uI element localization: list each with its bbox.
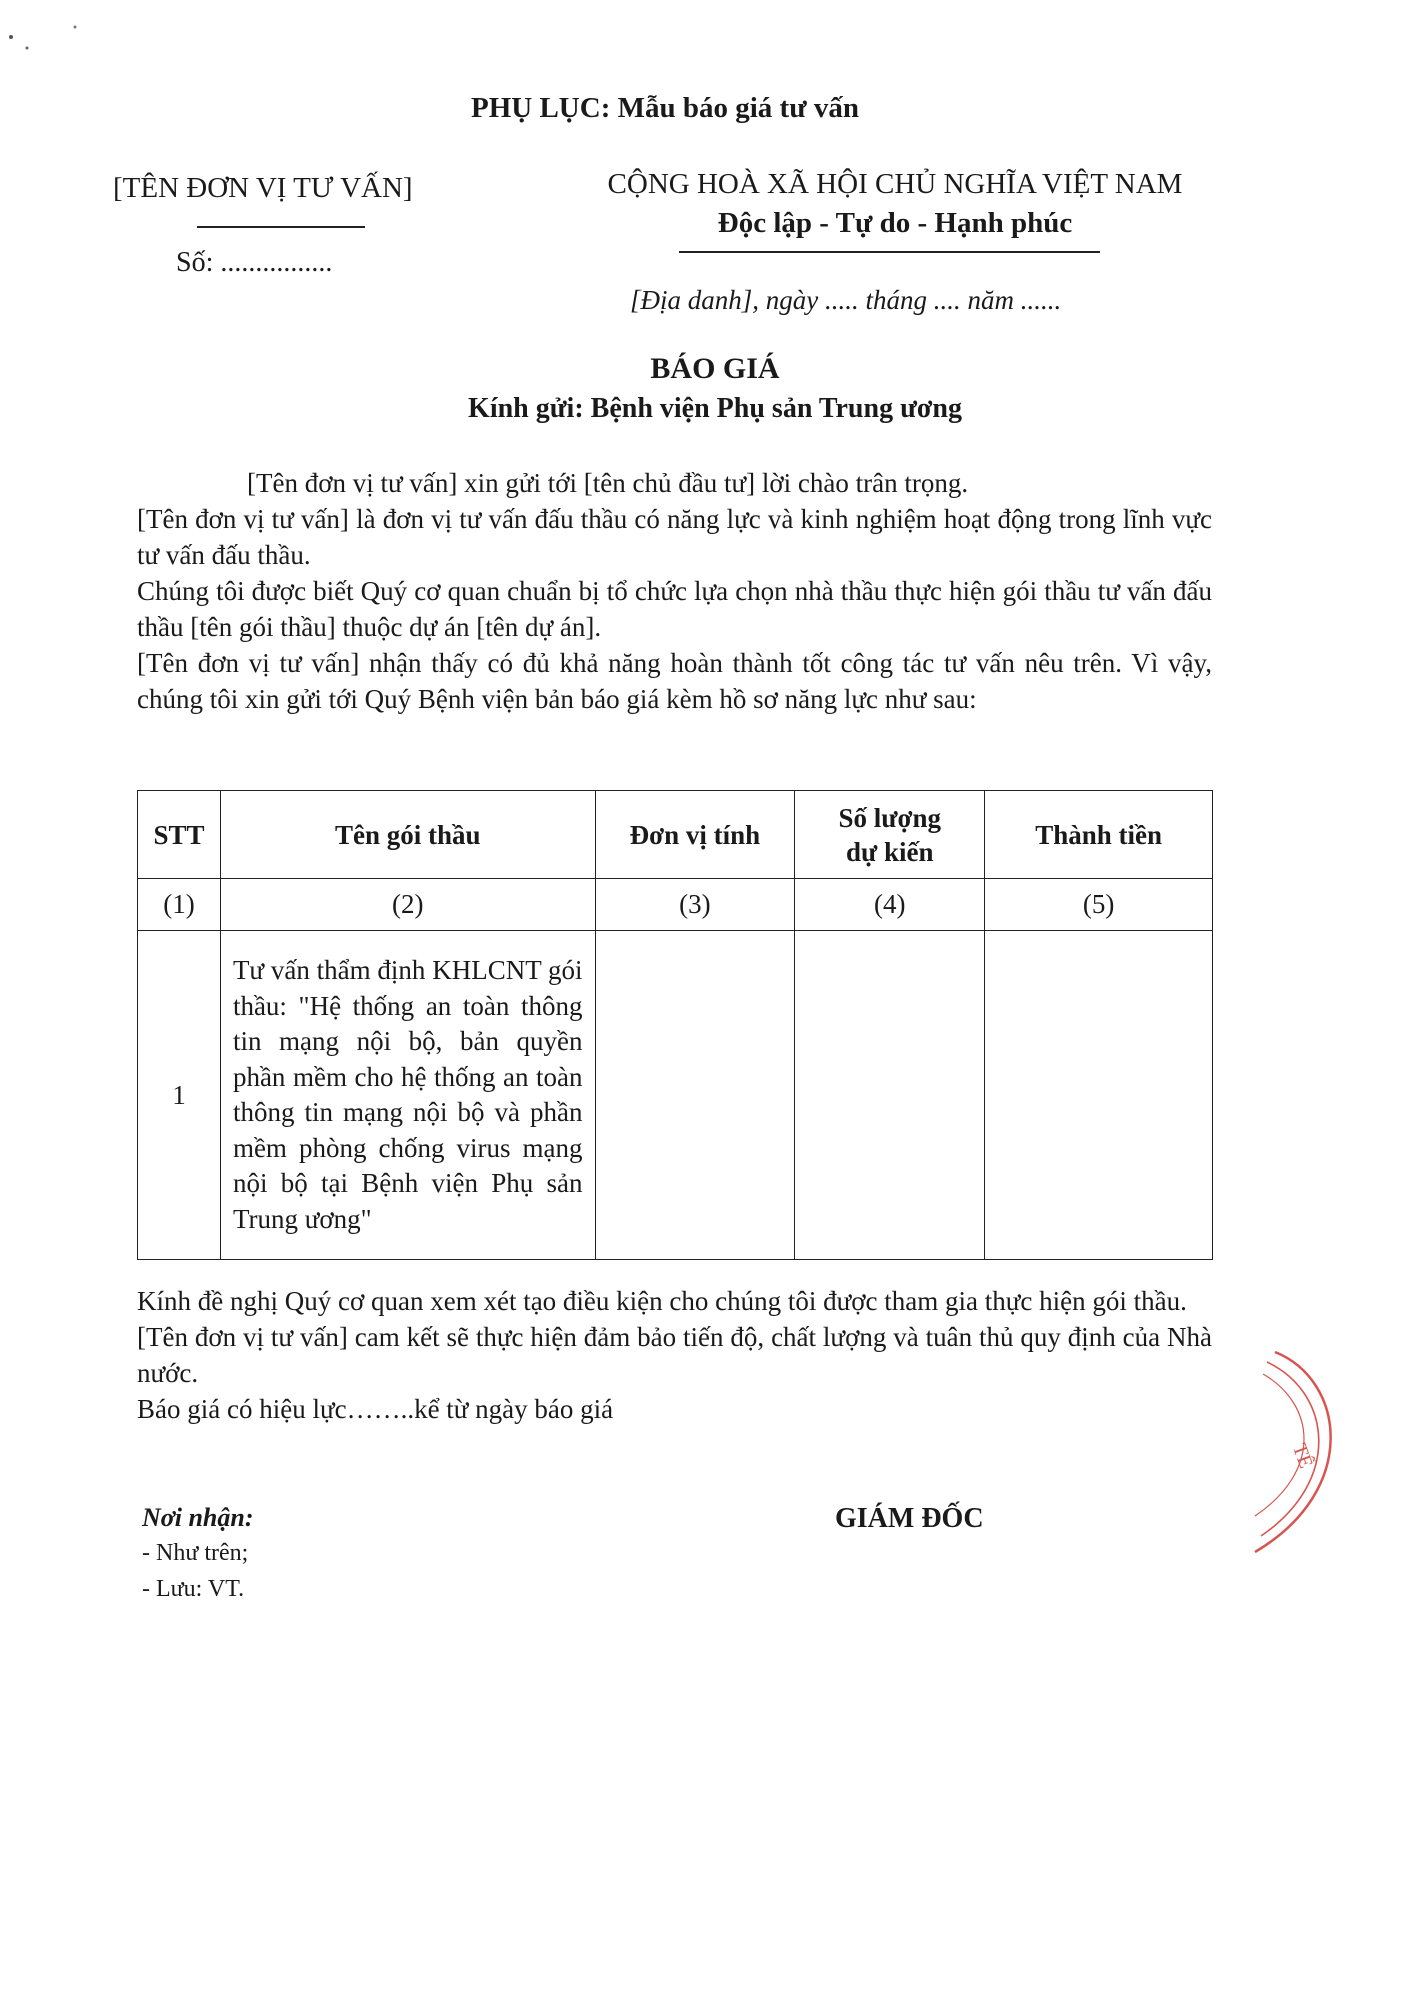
table-index-cell: (1) <box>138 879 221 931</box>
unit-cell <box>595 931 795 1260</box>
national-title: CỘNG HOÀ XÃ HỘI CHỦ NGHĨA VIỆT NAM <box>607 168 1183 200</box>
package-name-cell: Tư vấn thẩm định KHLCNT gói thầu: "Hệ thống an toàn thông tin mạng nội bộ, bản quyền phần mềm cho hệ thống an toàn thông tin mạng nội bộ và phần mềm phòng chống virus mạng nội bộ tại Bệnh viện Phụ sản Trung ương" <box>220 931 595 1260</box>
table-index-cell: (4) <box>795 879 985 931</box>
table-index-row <box>138 879 1213 931</box>
stamp-fragment-icon <box>1235 1340 1375 1560</box>
body-paragraph: Chúng tôi được biết Quý cơ quan chuẩn bị tổ chức lựa chọn nhà thầu thực hiện gói thầu tư vấn đấu thầu [tên gói thầu] thuộc dự án [tên dự án]. <box>137 576 1212 642</box>
appendix-title: PHỤ LỤC: Mẫu báo giá tư vấn <box>471 92 859 124</box>
table-header-cell <box>795 791 985 879</box>
table-row <box>138 931 1213 1260</box>
motto-underline <box>679 251 1100 253</box>
table-header-cell: STT <box>138 791 221 879</box>
table-header-cell: Thành tiền <box>985 791 1213 879</box>
table-index-cell: (2) <box>220 879 595 931</box>
svg-text:TẾ: TẾ <box>1287 1440 1317 1472</box>
body-paragraph: [Tên đơn vị tư vấn] là đơn vị tư vấn đấu thầu có năng lực và kinh nghiệm hoạt động trong lĩnh vực tư vấn đấu thầu. <box>137 504 1212 570</box>
table-header-cell: Tên gói thầu <box>220 791 595 879</box>
quantity-header-text: Số lượng dự kiến <box>838 802 941 867</box>
document-number: Số: ................ <box>176 247 333 278</box>
recipient-item: - Như trên; <box>142 1540 249 1566</box>
recipients-label: Nơi nhận: <box>142 1503 254 1532</box>
table-header-row <box>138 791 1213 879</box>
amount-cell <box>985 931 1213 1260</box>
closing-section <box>137 1283 1212 1427</box>
body-paragraph: [Tên đơn vị tư vấn] xin gửi tới [tên chủ đầu tư] lời chào trân trọng. <box>247 468 969 498</box>
quantity-cell <box>795 931 985 1260</box>
body-paragraph: [Tên đơn vị tư vấn] nhận thấy có đủ khả năng hoàn thành tốt công tác tư vấn nêu trên. Vì vậy, chúng tôi xin gửi tới Quý Bệnh viện bản báo giá kèm hồ sơ năng lực như sau: <box>137 648 1212 714</box>
recipient-item: - Lưu: VT. <box>142 1576 245 1602</box>
unit-name-underline <box>197 226 365 228</box>
signatory-title: GIÁM ĐỐC <box>835 1503 984 1534</box>
recipient-line: Kính gửi: Bệnh viện Phụ sản Trung ương <box>468 393 962 424</box>
document-heading: BÁO GIÁ <box>650 352 780 385</box>
table-index-cell: (5) <box>985 879 1213 931</box>
table-header-cell: Đơn vị tính <box>595 791 795 879</box>
closing-paragraph: [Tên đơn vị tư vấn] cam kết sẽ thực hiện đảm bảo tiến độ, chất lượng và tuân thủ quy định của Nhà nước. <box>137 1322 1212 1388</box>
closing-paragraph: Kính đề nghị Quý cơ quan xem xét tạo điều kiện cho chúng tôi được tham gia thực hiện gói thầu. <box>137 1286 1187 1316</box>
quotation-table <box>137 790 1213 1260</box>
place-and-date: [Địa danh], ngày ..... tháng .... năm ...... <box>630 285 1062 315</box>
scan-speck-marks <box>5 15 95 65</box>
table-index-cell: (3) <box>595 879 795 931</box>
consulting-unit-name: [TÊN ĐƠN VỊ TƯ VẤN] <box>113 172 413 204</box>
row-stt-cell: 1 <box>138 931 221 1260</box>
closing-paragraph: Báo giá có hiệu lực……..kể từ ngày báo giá <box>137 1394 614 1424</box>
national-motto: Độc lập - Tự do - Hạnh phúc <box>717 207 1073 239</box>
